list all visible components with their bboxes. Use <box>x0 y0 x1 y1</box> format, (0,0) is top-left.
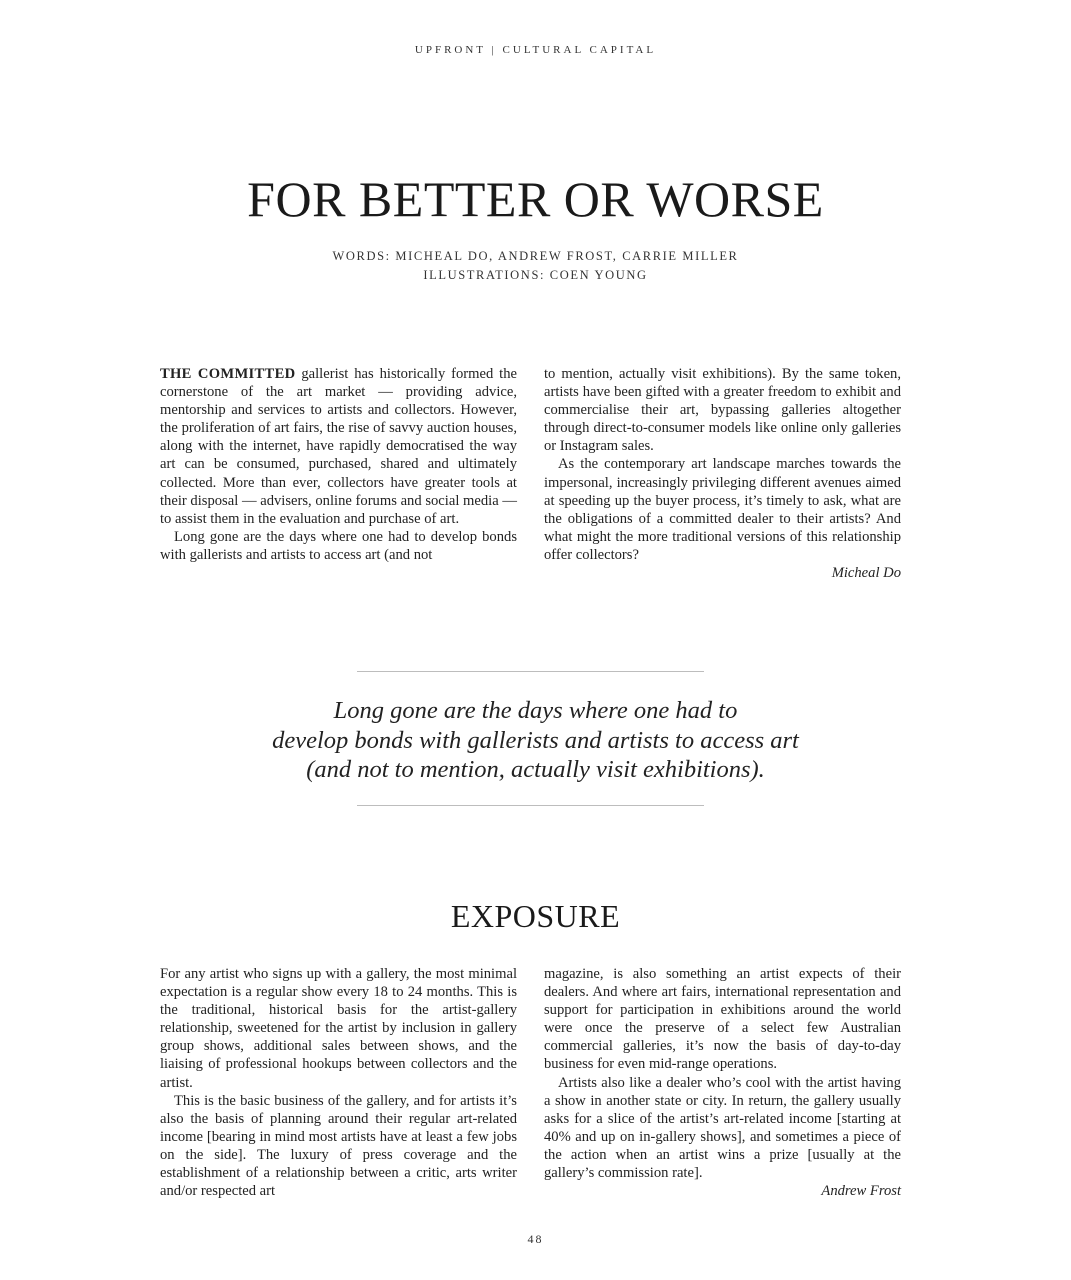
intro-paragraph-2: Long gone are the days where one had to develop bonds with gallerists and artists to access art (and not <box>160 528 517 563</box>
intro-author: Micheal Do <box>831 565 901 582</box>
intro-paragraph-4: As the contemporary art landscape marches towards the impersonal, increasingly privileging different avenues aimed at speeding up the buyer process, it’s timely to ask, what are the obligations of a committed dealer to their artists? And what might the more traditional versions of this relationship offer collectors? <box>544 456 901 563</box>
pull-quote-line-1: Long gone are the days where one had to <box>333 697 738 724</box>
pull-quote-line-3: (and not to mention, actually visit exhibitions). <box>306 756 765 783</box>
intro-column-right <box>544 365 901 582</box>
intro-paragraph-1-text: gallerist has historically formed the cornerstone of the art market — providing advice, mentorship and services to artists and collectors. However, the proliferation of art fairs, the rise of savvy auction houses, along with the internet, have rapidly democratised the way art can be consumed, purchased, shared and ultimately collected. More than ever, collectors have greater tools at their disposal — advisers, online forums and social media — to assist them in the evaluation and purchase of art. <box>160 366 517 527</box>
section-heading-exposure: EXPOSURE <box>450 898 621 934</box>
article-title: FOR BETTER OR WORSE <box>247 171 824 227</box>
pull-quote <box>200 696 871 785</box>
exposure-column-right <box>544 965 901 1200</box>
pull-quote-rule-top <box>357 671 704 672</box>
credits <box>0 247 1071 285</box>
exposure-paragraph-4: Artists also like a dealer who’s cool with the artist having a show in another state or city. In return, the gallery usually asks for a slice of the artist’s art-related income [starting at 40% and up on in-gallery shows], and sometimes a piece of the action when an artist wins a prize [usually at the gallery’s commission rate]. <box>544 1074 901 1182</box>
exposure-paragraph-1: For any artist who signs up with a gallery, the most minimal expectation is a regular show every 18 to 24 months. This is the traditional, historical basis for the artist-gallery relationship, sweetened for the artist by inclusion in gallery group shows, additional sales between shows, and the liaising of professional hookups between collectors and the artist. <box>160 966 517 1091</box>
intro-column-left <box>160 365 517 564</box>
exposure-author: Andrew Frost <box>821 1183 901 1200</box>
intro-paragraph-3: to mention, actually visit exhibitions). By the same token, artists have been gifted with a greater freedom to exhibit and commercialise their art, bypassing galleries altogether through direct-to-consumer models like online only galleries or Instagram sales. <box>544 366 901 455</box>
pull-quote-line-2: develop bonds with gallerists and artists to access art <box>272 726 799 754</box>
lead-in: THE COMMITTED <box>160 366 296 382</box>
intro-paragraph-1 <box>160 365 517 528</box>
page-number: 48 <box>527 1232 544 1246</box>
credits-illustrations: ILLUSTRATIONS: COEN YOUNG <box>423 268 648 282</box>
credits-words: WORDS: MICHEAL DO, ANDREW FROST, CARRIE MILLER <box>332 249 739 263</box>
exposure-paragraph-3: magazine, is also something an artist expects of their dealers. And where art fairs, international representation and support for participation in exhibitions around the world were once the preserve of a select few Australian commercial galleries, it’s now the basis of day-to-day business for even mid-range operations. <box>544 966 901 1073</box>
exposure-paragraph-2: This is the basic business of the gallery, and for artists it’s also the basis of planning around their regular art-related income [bearing in mind most artists have at least a few jobs on the side]. The luxury of press coverage and the establishment of a relationship between a critic, arts writer and/or respected art <box>160 1092 517 1200</box>
running-head: UPFRONT | CULTURAL CAPITAL <box>414 44 657 56</box>
exposure-column-left <box>160 965 517 1200</box>
pull-quote-rule-bottom <box>357 805 704 806</box>
